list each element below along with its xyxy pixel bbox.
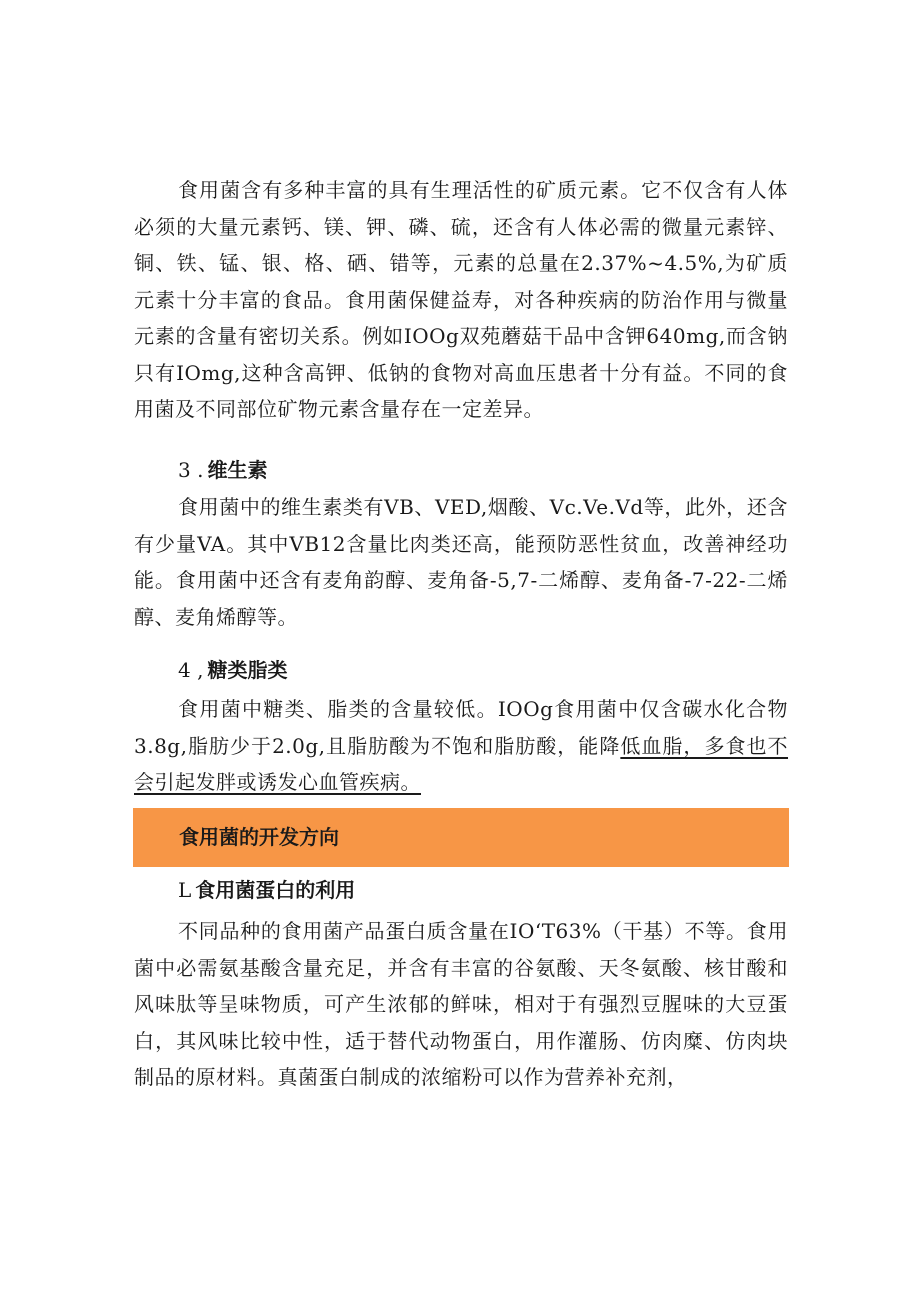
heading-vitamins <box>178 452 267 488</box>
paragraph-minerals: 食用菌含有多种丰富的具有生理活性的矿质元素。它不仅含有人体必须的大量元素钙、镁、钾、磷、硫，还含有人体必需的微量元素锌、铜、铁、锰、银、格、硒、错等，元素的总量在2.37%~4.5%,为矿质元素十分丰富的食品。食用菌保健益寿，对各种疾病的防治作用与微量元素的含量有密切关系。例如IOOg双苑蘑菇干品中含钾640mg,而含钠只有IOmg,这种含高钾、低钠的食物对高血压患者十分有益。不同的食用菌及不同部位矿物元素含量存在一定差异。 <box>134 178 788 421</box>
heading-sugars-number: 4 , <box>178 658 204 682</box>
paragraph-vitamins: 食用菌中的维生素类有VB、VED,烟酸、Vc.Ve.Vd等，此外，还含有少量VA。其中VB12含量比肉类还高，能预防恶性贫血，改善神经功能。食用菌中还含有麦角韵醇、麦角备-5,7-二烯醇、麦角备-7-22-二烯醇、麦角烯醇等。 <box>134 495 788 629</box>
paragraph-protein: 不同品种的食用菌产品蛋白质含量在IO‘T63%（干基）不等。食用菌中必需氨基酸含量充足，并含有丰富的谷氨酸、天冬氨酸、核甘酸和风味肽等呈味物质，可产生浓郁的鲜味，相对于有强烈豆腥味的大豆蛋白，其风味比较中性，适于替代动物蛋白，用作灌肠、仿肉糜、仿肉块制品的原材料。真菌蛋白制成的浓缩粉可以作为营养补充剂， <box>134 919 788 1089</box>
paragraph-sugars-underlined: 低血脂，多食也不会引起发胖或诱发心血管疾病。 <box>134 733 789 794</box>
heading-sugars <box>178 652 287 688</box>
section-banner-title: 食用菌的开发方向 <box>179 825 339 849</box>
heading-vitamins-title: 维生素 <box>207 458 268 482</box>
heading-protein-title: 食用菌蛋白的利用 <box>195 878 356 902</box>
paragraph-sugars <box>134 691 788 801</box>
paragraph-sugars-text: 食用菌中糖类、脂类的含量较低。IOOg食用菌中仅含碳水化合物3.8g,脂肪少于2.0g,且脂肪酸为不饱和脂肪酸，能降 <box>134 697 788 758</box>
heading-vitamins-number: 3 . <box>178 458 204 482</box>
heading-sugars-title: 糖类脂类 <box>207 658 288 682</box>
heading-protein-number: L <box>178 878 192 902</box>
heading-protein <box>178 872 355 908</box>
section-banner <box>133 808 789 867</box>
